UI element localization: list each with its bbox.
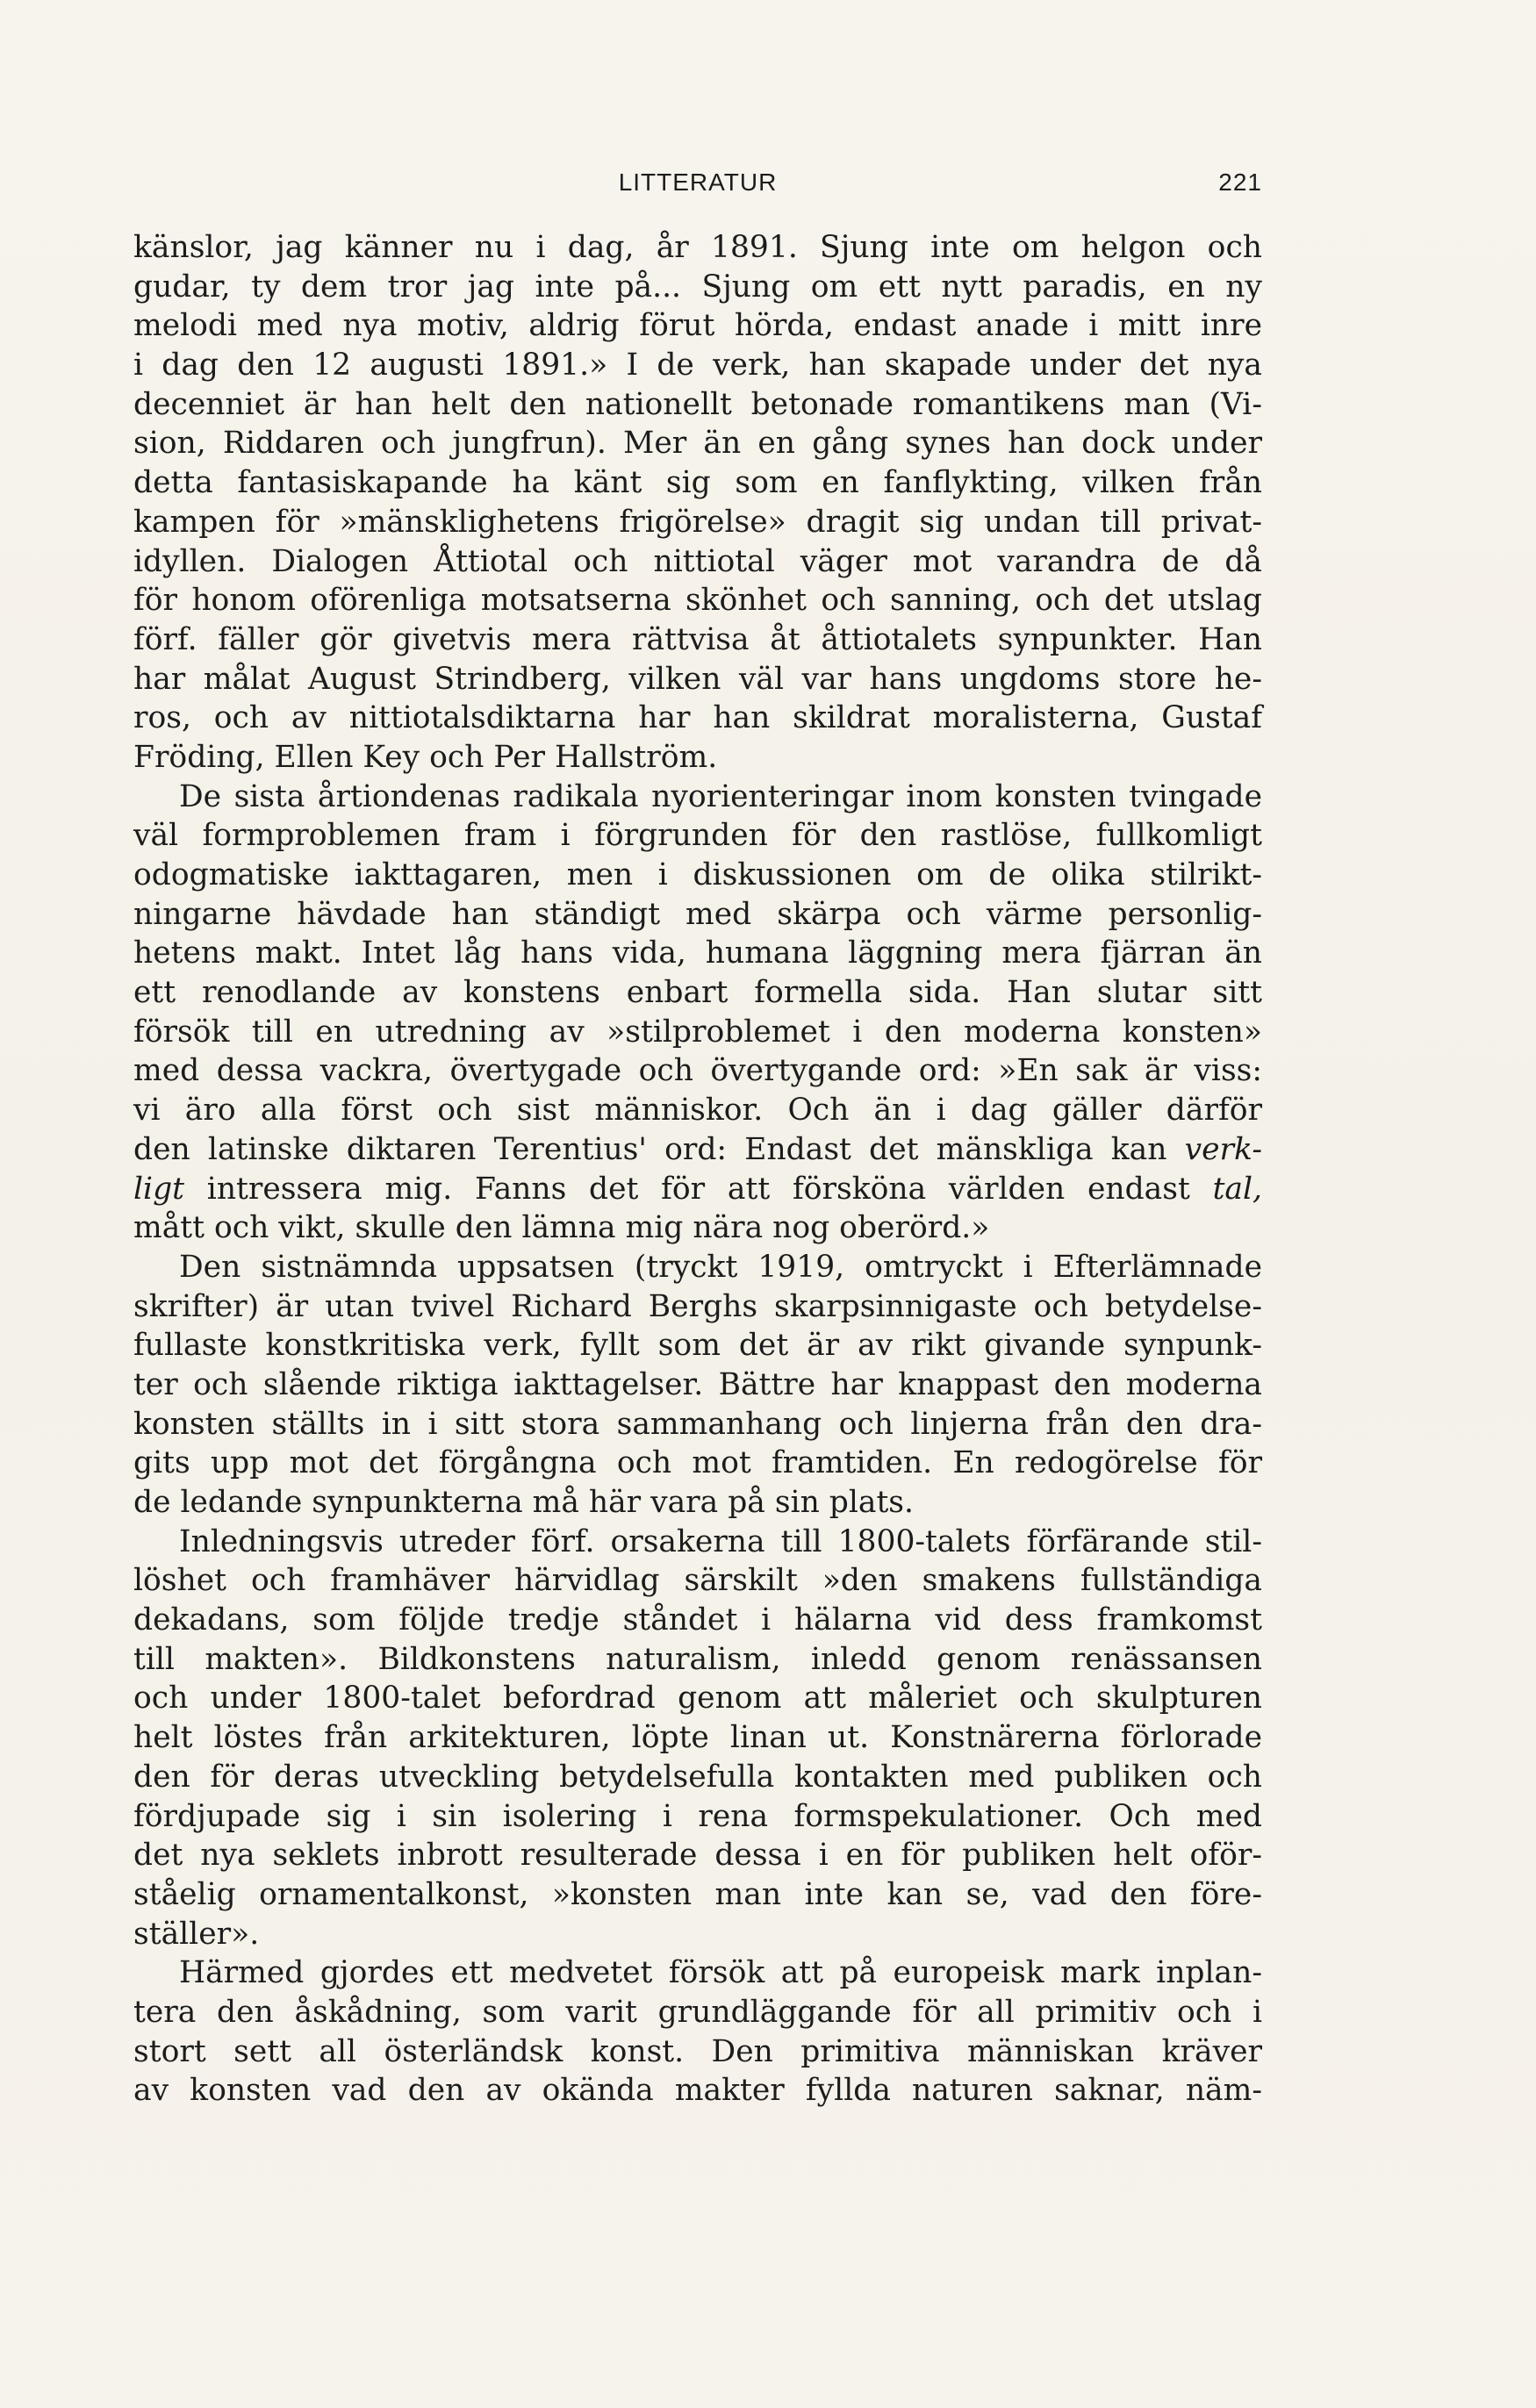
italic-word: tal, [1212, 1171, 1262, 1207]
text-line: ett renodlande av konstens enbart formella sida. Han slutar sitt [133, 975, 1262, 1011]
text-line: Fröding, Ellen Key och Per Hallström. [133, 739, 718, 775]
text-line: löshet och framhäver härvidlag särskilt »den smakens fullständiga [133, 1563, 1262, 1599]
text-line: detta fantasiskapande ha känt sig som en fanflykting, vilken från [133, 465, 1262, 501]
text-line: av konsten vad den av okända makter fyllda naturen saknar, näm- [133, 2073, 1262, 2109]
text-segment: den latinske diktaren Terentius' ord: Endast det mänskliga kan [133, 1131, 1167, 1167]
text-line [133, 1170, 1262, 1209]
text-line: förf. fäller gör givetvis mera rättvisa åt åttiotalets synpunkter. Han [133, 621, 1262, 657]
text-line: gits upp mot det förgångna och mot framtiden. En redogörelse för [133, 1445, 1262, 1481]
text-line: till makten». Bildkonstens naturalism, inledd genom renässansen [133, 1641, 1262, 1677]
text-line: ter och slående riktiga iakttagelser. Bättre har knappast den moderna [133, 1366, 1262, 1402]
text-line: konsten ställts in i sitt stora sammanhang och linjerna från den dra- [133, 1406, 1262, 1442]
text-line: De sista årtiondenas radikala nyorienteringar inom konsten tvingade [179, 778, 1262, 814]
text-line: hetens makt. Intet låg hans vida, humana läggning mera fjärran än [133, 935, 1262, 971]
text-line: mått och vikt, skulle den lämna mig nära nog oberörd.» [133, 1210, 990, 1246]
text-line: decenniet är han helt den nationellt betonade romantikens man (Vi- [133, 386, 1262, 422]
text-line: känslor, jag känner nu i dag, år 1891. Sjung inte om helgon och [133, 230, 1262, 265]
text-line: Den sistnämnda uppsatsen (tryckt 1919, omtryckt i Efterlämnade [179, 1249, 1262, 1285]
text-line: den för deras utveckling betydelsefulla kontakten med publiken och [133, 1759, 1262, 1795]
italic-word: ligt [133, 1171, 185, 1207]
text-line: ställer». [133, 1916, 260, 1952]
running-title: LITTERATUR [618, 168, 778, 196]
text-segment: intressera mig. Fanns det för att försköna världen endast [206, 1171, 1190, 1207]
text-line: de ledande synpunkterna må här vara på sin plats. [133, 1485, 914, 1520]
page-number: 221 [1218, 168, 1262, 196]
text-line: tera den åskådning, som varit grundläggande för all primitiv och i [133, 1994, 1262, 2030]
body-text [133, 228, 1262, 2111]
text-line: försök till en utredning av »stilproblemet i den moderna konsten» [133, 1014, 1262, 1050]
text-line: ros, och av nittiotalsdiktarna har han skildrat moralisterna, Gustaf [133, 700, 1262, 736]
running-head [133, 168, 1262, 204]
text-line: det nya seklets inbrott resulterade dessa i en för publiken helt oför- [133, 1838, 1262, 1874]
text-line: dekadans, som följde tredje ståndet i hälarna vid dess framkomst [133, 1602, 1262, 1638]
text-line: har målat August Strindberg, vilken väl var hans ungdoms store he- [133, 661, 1262, 697]
text-line: med dessa vackra, övertygade och övertygande ord: »En sak är viss: [133, 1053, 1262, 1089]
text-line: för honom oförenliga motsatserna skönhet och sanning, och det utslag [133, 583, 1262, 619]
text-line: gudar, ty dem tror jag inte på... Sjung om ett nytt paradis, en ny [133, 269, 1262, 305]
text-line: stort sett all österländsk konst. Den primitiva människan kräver [133, 2033, 1262, 2069]
text-line: Inledningsvis utreder förf. orsakerna till 1800-talets förfärande stil- [179, 1523, 1262, 1559]
text-line: i dag den 12 augusti 1891.» I de verk, han skapade under det nya [133, 348, 1262, 383]
text-line [133, 1130, 1262, 1170]
text-line: odogmatiske iakttagaren, men i diskussionen om de olika stilrikt- [133, 857, 1262, 892]
text-line: Härmed gjordes ett medvetet försök att på europeisk mark inplan- [179, 1955, 1262, 1991]
text-line: vi äro alla först och sist människor. Och än i dag gäller därför [133, 1093, 1262, 1129]
text-line: idyllen. Dialogen Åttiotal och nittiotal väger mot varandra de då [133, 543, 1262, 579]
text-line: väl formproblemen fram i förgrunden för den rastlöse, fullkomligt [133, 818, 1262, 854]
text-line: melodi med nya motiv, aldrig förut hörda, endast anade i mitt inre [133, 308, 1262, 344]
text-line: fullaste konstkritiska verk, fyllt som det är av rikt givande synpunk- [133, 1328, 1262, 1364]
text-line: skrifter) är utan tvivel Richard Berghs skarpsinnigaste och betydelse- [133, 1288, 1262, 1324]
text-line: helt löstes från arkitekturen, löpte linan ut. Konstnärerna förlorade [133, 1720, 1262, 1756]
text-line: ningarne hävdade han ständigt med skärpa och värme personlig- [133, 896, 1262, 932]
italic-word: verk- [1184, 1131, 1262, 1167]
text-line: ståelig ornamentalkonst, »konsten man inte kan se, vad den före- [133, 1876, 1262, 1912]
text-line: sion, Riddaren och jungfrun). Mer än en gång synes han dock under [133, 426, 1262, 462]
text-line: fördjupade sig i sin isolering i rena formspekulationer. Och med [133, 1798, 1262, 1834]
text-line: och under 1800-talet befordrad genom att måleriet och skulpturen [133, 1681, 1262, 1716]
text-line: kampen för »mänsklighetens frigörelse» dragit sig undan till privat- [133, 504, 1262, 540]
